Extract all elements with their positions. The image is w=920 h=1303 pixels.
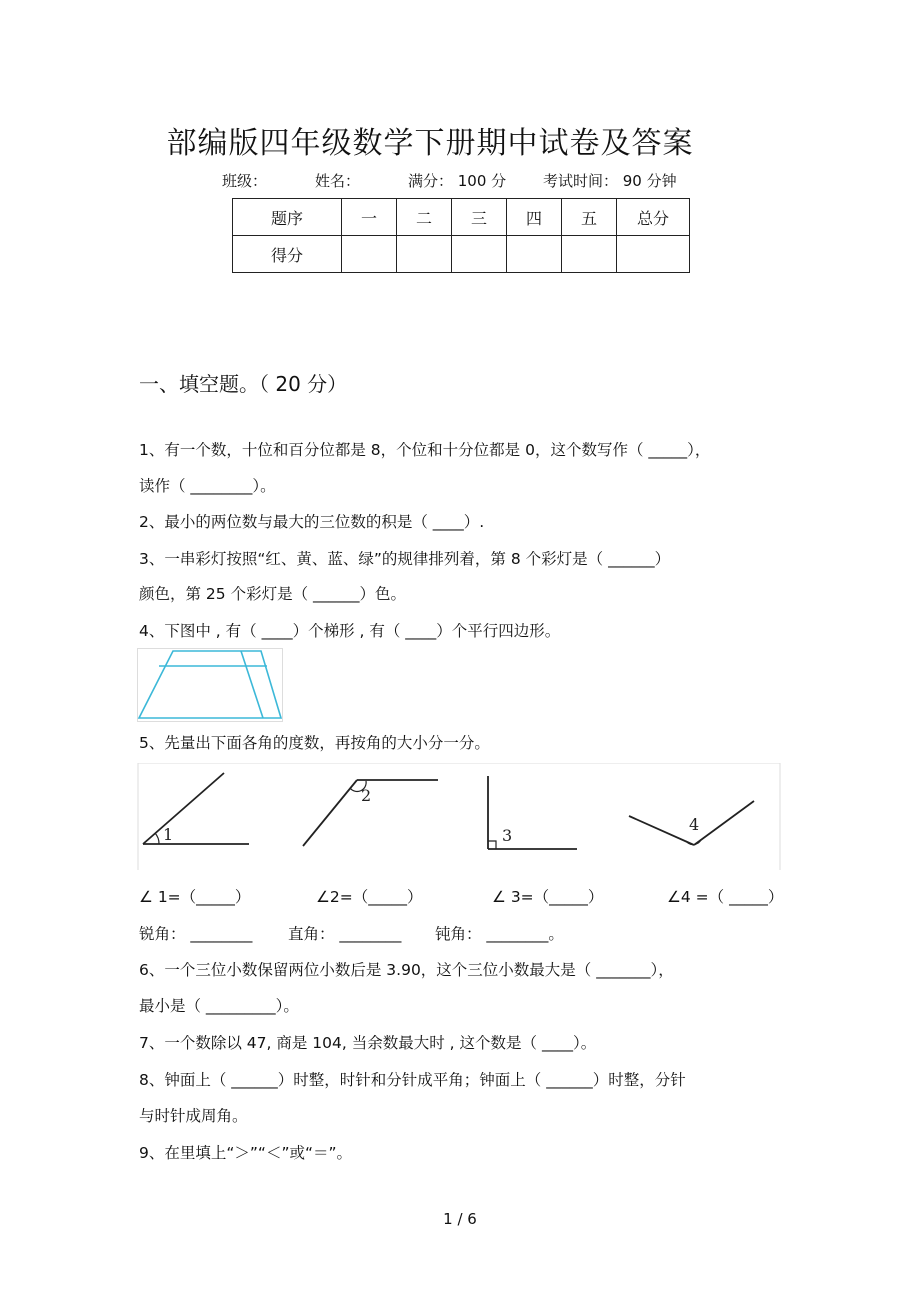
table-cell: 二 <box>397 199 452 236</box>
right-angles-blank: 直角： ________ <box>288 925 402 943</box>
question-8-line-1: 8、钟面上（ ______）时整，时针和分针成平角；钟面上（ ______）时整，分针 <box>139 1071 686 1089</box>
acute-angles-blank: 锐角： ________ <box>139 925 253 943</box>
score-table-score-row <box>233 236 690 273</box>
trapezoid-lines <box>139 651 281 718</box>
section-heading: 一、填空题。（ 20 分） <box>139 372 348 396</box>
score-cell <box>452 236 507 273</box>
angle-label-4: 4 <box>689 815 700 834</box>
trapezoid-figure <box>137 648 283 722</box>
angle-4-answer: ∠4 =（ _____） <box>667 888 784 906</box>
table-cell: 总分 <box>617 199 690 236</box>
table-cell: 题序 <box>233 199 342 236</box>
question-5: 5、先量出下面各角的度数，再按角的大小分一分。 <box>139 734 490 752</box>
angle-label-1: 1 <box>163 825 174 844</box>
question-1-line-2: 读作（ ________）。 <box>139 477 276 495</box>
score-cell <box>342 236 397 273</box>
page-title: 部编版四年级数学下册期中试卷及答案 <box>166 126 694 161</box>
table-cell: 得分 <box>233 236 342 273</box>
angle-2-answer: ∠2=（_____） <box>316 888 423 906</box>
obtuse-angles-blank: 钝角： ________。 <box>435 925 564 943</box>
table-cell: 一 <box>342 199 397 236</box>
angle-label-2: 2 <box>361 786 372 805</box>
name-label: 姓名： <box>315 172 361 190</box>
question-7: 7、一个数除以 47, 商是 104, 当余数最大时 , 这个数是（ ____）。 <box>139 1034 597 1052</box>
question-9: 9、在里填上“＞”“＜”或“＝”。 <box>139 1144 353 1162</box>
score-cell <box>397 236 452 273</box>
score-table-header-row <box>233 199 690 236</box>
page-number: 1 / 6 <box>443 1210 477 1228</box>
table-cell: 三 <box>452 199 507 236</box>
table-cell: 五 <box>562 199 617 236</box>
angle-3-answer: ∠ 3=（_____） <box>492 888 604 906</box>
table-cell: 四 <box>507 199 562 236</box>
score-cell <box>617 236 690 273</box>
angle-1 <box>143 773 249 844</box>
exam-time-label: 考试时间： 90 分钟 <box>543 172 677 190</box>
question-3-line-2: 颜色，第 25 个彩灯是（ ______）色。 <box>139 585 407 603</box>
angle-1-answer: ∠ 1=（_____） <box>139 888 251 906</box>
question-6-line-1: 6、一个三位小数保留两位小数后是 3.90，这个三位小数最大是（ _______）， <box>139 961 674 979</box>
angles-figure <box>137 763 781 871</box>
question-6-line-2: 最小是（ _________）。 <box>139 997 299 1015</box>
class-label: 班级： <box>222 172 268 190</box>
question-3-line-1: 3、一串彩灯按照“红、黄、蓝、绿”的规律排列着，第 8 个彩灯是（ ______） <box>139 550 671 568</box>
score-cell <box>507 236 562 273</box>
question-2: 2、最小的两位数与最大的三位数的积是（ ____）. <box>139 513 485 531</box>
score-table <box>232 198 690 273</box>
score-cell <box>562 236 617 273</box>
question-8-line-2: 与时针成周角。 <box>139 1107 248 1125</box>
question-4: 4、下图中 , 有（ ____）个梯形 , 有（ ____）个平行四边形。 <box>139 622 561 640</box>
question-1-line-1: 1、有一个数，十位和百分位都是 8，个位和十分位都是 0，这个数写作（ _____）， <box>139 441 711 459</box>
full-score-label: 满分： 100 分 <box>408 172 507 190</box>
angle-label-3: 3 <box>502 826 513 845</box>
